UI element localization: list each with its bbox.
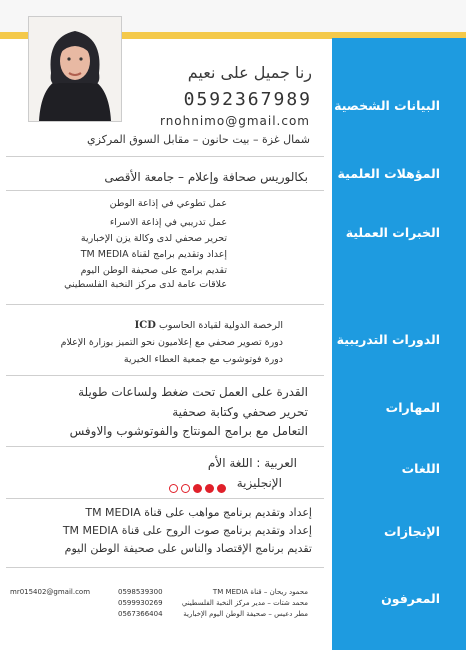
reference-phone: 0567366404: [118, 610, 163, 618]
rating-dot-filled: [193, 484, 202, 493]
divider: [6, 375, 324, 376]
person-portrait-icon: [29, 17, 121, 121]
divider: [6, 498, 324, 499]
course-item: الرخصة الدولية لقيادة الحاسوب: [158, 320, 283, 331]
achievement-item: تقديم برنامج الإقتصاد والناس على صحيفة الوطن اليوم: [64, 542, 312, 555]
skill-item: القدرة على العمل تحت ضغط ولساعات طويلة: [78, 385, 308, 399]
home-address: شمال غزة – بيت حانون – مقابل السوق المركزي: [86, 133, 310, 146]
skill-item: التعامل مع برامج المونتاج والفوتوشوب والاوفس: [69, 424, 308, 438]
section-label-education: المؤهلات العلمية: [337, 166, 440, 181]
email-address: rnohnimo@gmail.com: [159, 114, 310, 128]
rating-dot-filled: [217, 484, 226, 493]
reference-phone: 0599930269: [118, 599, 163, 607]
rating-dot-empty: [181, 484, 190, 493]
divider: [6, 567, 324, 568]
section-label-experience: الخبرات العملية: [345, 225, 440, 240]
experience-item: إعداد وتقديم برامج لقناة TM MEDIA: [80, 249, 227, 260]
experience-item: عمل تدريبي في إذاعة الاسراء: [109, 217, 227, 228]
profile-photo: [28, 16, 122, 122]
sidebar: [332, 38, 466, 650]
divider: [6, 156, 324, 157]
reference-email: mr015402@gmail.com: [10, 588, 91, 596]
course-item: دورة فوتوشوب مع جمعية العطاء الخيرية: [123, 354, 283, 365]
reference-name: محمود ريحان – قناة TM MEDIA: [212, 588, 308, 596]
section-label-achievements: الإنجازات: [383, 524, 440, 539]
full-name: رنا جميل على نعيم: [187, 63, 312, 82]
achievement-item: إعداد وتقديم برنامج صوت الروح على قناة TM MEDIA: [62, 524, 312, 537]
language-arabic: العربية : اللغة الأم: [207, 456, 297, 470]
reference-phone: 0598539300: [118, 588, 163, 596]
section-label-skills: المهارات: [385, 400, 440, 415]
language-english: الإنجليزية: [236, 476, 282, 490]
phone-number: 0592367989: [183, 89, 312, 110]
section-label-personal: البيانات الشخصية: [334, 98, 440, 113]
english-rating: [169, 478, 229, 497]
experience-item: تحرير صحفي لدى وكالة يزن الإخبارية: [80, 233, 227, 244]
divider: [6, 190, 324, 191]
section-label-references: المعرفون: [381, 591, 440, 606]
experience-item: تقديم برامج على صحيفة الوطن اليوم: [80, 265, 227, 276]
course-item-icdl: [131, 320, 283, 331]
rating-dot-empty: [169, 484, 178, 493]
education-degree: بكالوريس صحافة وإعلام – جامعة الأقصى: [104, 170, 308, 184]
divider: [6, 446, 324, 447]
reference-name: مطر دعيس – صحيفة الوطن اليوم الإخبارية: [183, 610, 308, 618]
course-item: دورة تصوير صحفي مع إعلاميون نحو التميز بوزارة الإعلام: [60, 337, 283, 348]
divider: [6, 304, 324, 305]
experience-item: علاقات عامة لدى مركز النخبة الفلسطيني: [64, 279, 227, 290]
reference-name: محمد شتات – مدير مركز النخبة الفلسطيني: [181, 599, 308, 607]
section-label-languages: اللغات: [401, 461, 440, 476]
experience-item: عمل تطوعي في إذاعة الوطن: [109, 198, 227, 209]
rating-dot-filled: [205, 484, 214, 493]
icdl-logo: ICD: [134, 320, 156, 331]
skill-item: تحرير صحفي وكتابة صحفية: [172, 405, 308, 419]
section-label-courses: الدورات التدريبية: [336, 332, 440, 347]
achievement-item: إعداد وتقديم برنامج مواهب على قناة TM MEDIA: [85, 506, 312, 519]
